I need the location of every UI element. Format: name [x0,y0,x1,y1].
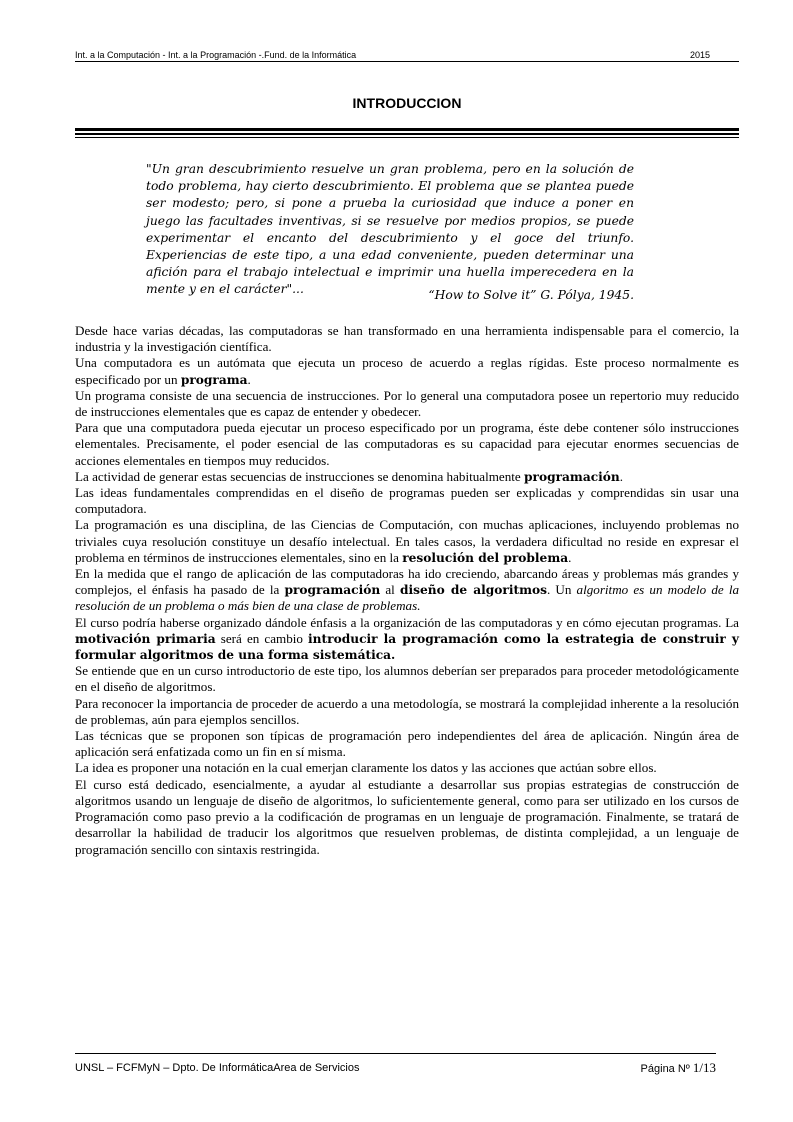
bold-term: programación [524,469,620,484]
paragraph: Se entiende que en un curso introductorio de este tipo, los alumnos deberían ser preparados para proceder metodológicamente en el diseño de algoritmos. [75,663,739,695]
page-header [75,49,710,61]
paragraph: Una computadora es un autómata que ejecuta un proceso de acuerdo a reglas rígidas. Este proceso normalmente es especificado por un programa. [75,355,739,387]
bold-term: programa [180,372,248,387]
paragraph: En la medida que el rango de aplicación de las computadoras ha ido creciendo, abarcando áreas y problemas más grandes y complejos, el énfasis ha pasado de la programación al diseño de algoritmos. Un algoritmo es un modelo de la resolución de un problema o más bien de una clase de problemas. [75,566,740,614]
epigraph-attribution: “How to Solve it” G. Pólya, 1945. [428,288,634,302]
title-divider [75,128,739,138]
paragraph: La actividad de generar estas secuencias de instrucciones se denomina habitualmente programación. [75,468,624,484]
paragraph: Desde hace varias décadas, las computadoras se han transformado en una herramienta indispensable para el comercio, la industria y la investigación científica. [75,323,739,355]
page-count: 1/13 [692,1060,716,1075]
bold-term: motivación primaria [75,631,216,646]
page-title: INTRODUCCION [352,95,462,111]
footer-institution: UNSL – FCFMyN – Dpto. De InformáticaArea de Servicios [75,1062,360,1074]
footer-divider [75,1053,716,1054]
paragraph: La idea es proponer una notación en la cual emerjan claramente los datos y las acciones que actúan sobre ellos. [75,760,657,776]
page-footer [75,1060,716,1076]
header-course-title: Int. a la Computación - Int. a la Programación -.Fund. de la Informática [75,50,357,60]
header-year: 2015 [689,50,710,60]
bold-term: programación [284,583,381,598]
paragraph: El curso está dedicado, esencialmente, a ayudar al estudiante a desarrollar sus propias estrategias de construcción de algoritmos usando un lenguaje de diseño de algoritmos, lo suficientemente general, como para ser utilizado en los cursos de Programación como paso previo a la codificación de programas en un lenguaje de programación. Finalmente, se tratará de desarrollar la habilidad de traducir los algoritmos que resuelven problemas, de distinta complejidad, a un lenguaje de programación sencillo con sintaxis restringida. [75,776,739,857]
bold-term: diseño de algoritmos [399,583,547,598]
paragraph: Las técnicas que se proponen son típicas de programación pero independientes del área de aplicación. Ningún área de aplicación será enfatizada como un fin en sí misma. [75,728,739,760]
body-text [75,323,739,858]
paragraph: Para que una computadora pueda ejecutar un proceso especificado por un programa, éste debe contener sólo instrucciones elementales. Precisamente, el poder esencial de las computadoras es su capacidad para ejecutar enormes secuencias de acciones elementales en tiempos muy reducidos. [75,420,739,468]
paragraph: Un programa consiste de una secuencia de instrucciones. Por lo general una computadora posee un repertorio muy reducido de instrucciones elementales que es capaz de entender y obedecer. [75,387,739,420]
paragraph: La programación es una disciplina, de las Ciencias de Computación, con muchas aplicaciones, incluyendo problemas no triviales cuya resolución constituye un desafío intelectual. En tales casos, la verdadera dificultad no reside en expresar el problema en términos de instrucciones elementales, sino en la resolución del problema. [75,517,739,565]
header-divider [75,61,739,62]
paragraph: Las ideas fundamentales comprendidas en el diseño de programas pueden ser explicadas y comprendidas sin usar una computadora. [75,485,739,517]
page-label: Página Nº [640,1063,693,1075]
italic-definition: algoritmo es un modelo de la resolución de un problema o más bien de una clase de problemas. [75,582,740,614]
bold-term: resolución del problema [402,550,569,565]
paragraph: Para reconocer la importancia de proceder de acuerdo a una metodología, se mostrará la complejidad inherente a la resolución de problemas, aún para ejemplos sencillos. [75,695,739,727]
paragraph: El curso podría haberse organizado dándole énfasis a la organización de las computadoras y en cómo ejecutan programas. La motivación primaria será en cambio introducir la programación como la estrategia de construir y formular algoritmos de una forma sistemática. [75,614,739,663]
epigraph-quote: "Un gran descubrimiento resuelve un gran problema, pero en la solución de todo problema, hay cierto descubrimiento. El problema que se plantea puede ser modesto; pero, si pone a prueba la curiosidad que induce a poner en juego las facultades inventivas, si se resuelve por medios propios, se puede experimentar el encanto del descubrimiento y el goce del triunfo. Experiencias de este tipo, a una edad conveniente, pueden determinar una afición para el trabajo intelectual e imprimir una huella imperecedera en la mente y en el carácter"... [146,162,634,297]
bold-term: introducir la programación como la estrategia de construir y formular algoritmos de una forma sistemática. [75,631,739,663]
page-number [641,1060,716,1077]
